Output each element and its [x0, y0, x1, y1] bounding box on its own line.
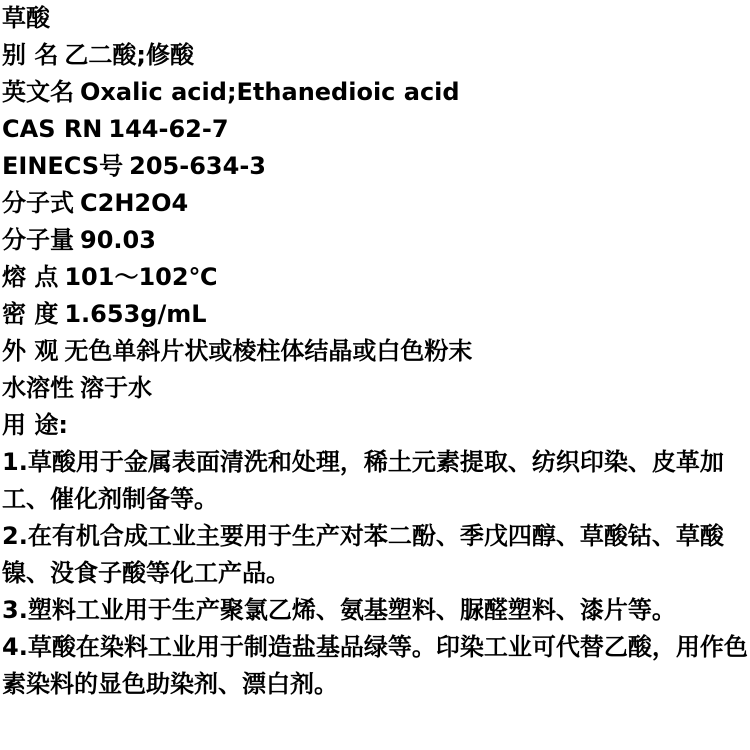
field-appearance — [2, 333, 748, 370]
field-label: 水溶性 — [2, 374, 74, 402]
field-value: C2H2O4 — [80, 189, 189, 217]
field-label: CAS RN — [2, 115, 103, 143]
usage-item-2: 2.在有机合成工业主要用于生产对苯二酚、季戊四醇、草酸钴、草酸镍、没食子酸等化工产品。 — [2, 522, 724, 587]
field-einecs — [2, 148, 748, 185]
field-label: 英文名 — [2, 78, 74, 106]
field-english-name — [2, 74, 748, 111]
field-label: 熔 点 — [2, 263, 59, 291]
field-alias — [2, 37, 748, 74]
page-title: 草酸 — [2, 4, 50, 32]
document-body — [2, 0, 748, 703]
field-label: 别 名 — [2, 41, 59, 69]
field-value: 205-634-3 — [129, 152, 266, 180]
field-cas — [2, 111, 748, 148]
usage-item-4: 4.草酸在染料工业用于制造盐基品绿等。印染工业可代替乙酸，用作色素染料的显色助染剂、漂白剂。 — [2, 633, 748, 698]
field-value: 无色单斜片状或棱柱体结晶或白色粉末 — [64, 337, 473, 365]
field-value: 溶于水 — [80, 374, 152, 402]
field-value: Oxalic acid;Ethanedioic acid — [80, 78, 460, 106]
field-value: 1.653g/mL — [64, 300, 207, 328]
field-value: 乙二酸;修酸 — [64, 41, 194, 69]
field-label: 分子式 — [2, 189, 74, 217]
field-solubility — [2, 370, 748, 407]
usage-item-1: 1.草酸用于金属表面清洗和处理，稀土元素提取、纺织印染、皮革加工、催化剂制备等。 — [2, 448, 724, 513]
field-density — [2, 296, 748, 333]
field-formula — [2, 185, 748, 222]
usage-item-3: 3.塑料工业用于生产聚氯乙烯、氨基塑料、脲醛塑料、漆片等。 — [2, 596, 676, 624]
field-label: 密 度 — [2, 300, 59, 328]
field-melting-point — [2, 259, 748, 296]
field-value: 144-62-7 — [108, 115, 229, 143]
field-value: 90.03 — [80, 226, 156, 254]
field-value: 101～102℃ — [64, 263, 218, 291]
field-label: 分子量 — [2, 226, 74, 254]
field-label: 外 观 — [2, 337, 59, 365]
usage-heading: 用 途: — [2, 411, 68, 439]
field-weight — [2, 222, 748, 259]
field-label: EINECS号 — [2, 152, 124, 180]
